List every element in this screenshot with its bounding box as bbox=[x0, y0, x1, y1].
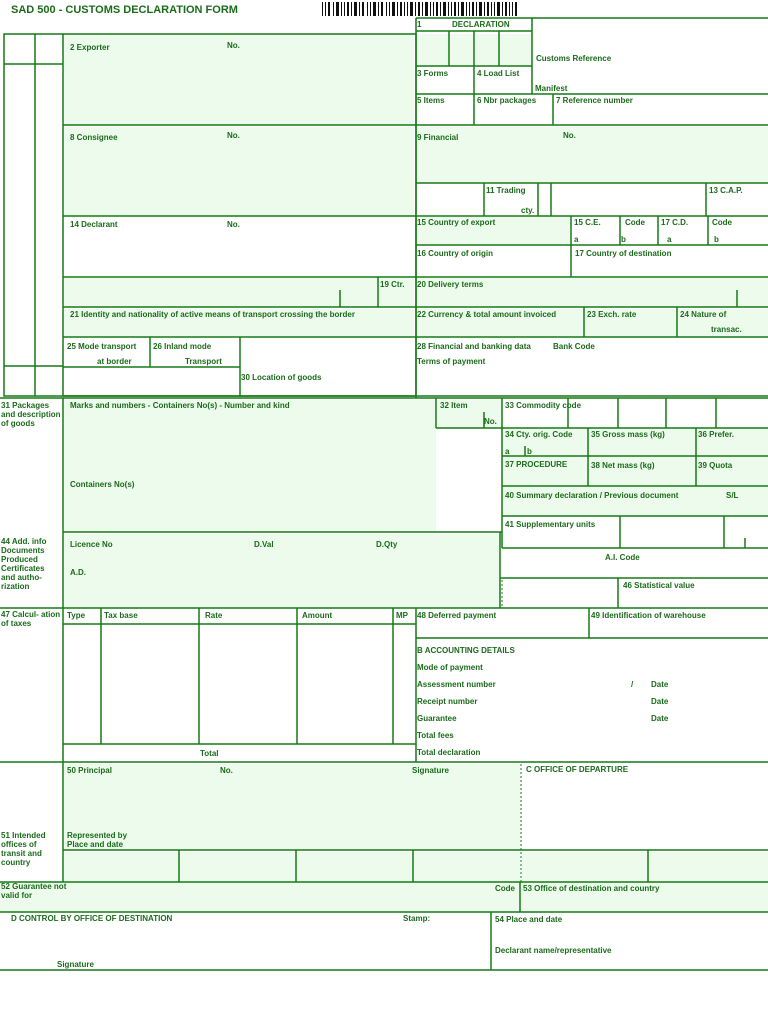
stamp-label: Stamp: bbox=[403, 914, 431, 923]
declarant-label: 14 Declarant bbox=[70, 220, 118, 229]
form-title: SAD 500 - CUSTOMS DECLARATION FORM bbox=[11, 4, 238, 16]
country-export-label: 15 Country of export bbox=[417, 218, 496, 227]
tax-rate-header: Rate bbox=[205, 611, 223, 620]
financial-banking-label: 28 Financial and banking data bbox=[417, 342, 531, 351]
total-fees-label: Total fees bbox=[417, 731, 454, 740]
place-date-label-1: Place and date bbox=[67, 840, 124, 849]
transport-identity-label: 21 Identity and nationality of active means of transport crossing the border bbox=[70, 310, 355, 319]
cd-a-label: a bbox=[667, 235, 672, 244]
exporter-no-label: No. bbox=[227, 41, 240, 50]
principal-no-label: No. bbox=[220, 766, 233, 775]
forms-label: 3 Forms bbox=[417, 69, 449, 78]
trading-cty-label: cty. bbox=[521, 206, 535, 215]
guarantee-not-valid-label: 52 Guarantee not valid for bbox=[1, 882, 67, 900]
item-no-label: No. bbox=[484, 417, 497, 426]
summary-declaration-label: 40 Summary declaration / Previous document bbox=[505, 491, 679, 500]
mode-transport-label: 25 Mode transport bbox=[67, 342, 137, 351]
quota-label: 39 Quota bbox=[698, 461, 733, 470]
intended-offices-label: 51 Intended offices of transit and country bbox=[1, 831, 46, 867]
ce-a-label: a bbox=[574, 235, 579, 244]
financial-label: 9 Financial bbox=[417, 133, 459, 142]
transac-label: transac. bbox=[711, 325, 742, 334]
currency-amount-label: 22 Currency & total amount invoiced bbox=[417, 310, 557, 319]
at-border-label: at border bbox=[97, 357, 132, 366]
declarant-no-label: No. bbox=[227, 220, 240, 229]
tax-base-header: Tax base bbox=[104, 611, 138, 620]
orig-b-label: b bbox=[527, 447, 532, 456]
total-declaration-label: Total declaration bbox=[417, 748, 481, 757]
inland-transport-label: Transport bbox=[185, 357, 222, 366]
box1-number: 1 bbox=[417, 20, 422, 29]
tax-total-label: Total bbox=[200, 749, 219, 758]
declaration-label: DECLARATION bbox=[452, 20, 510, 29]
ad-label: A.D. bbox=[70, 568, 86, 577]
cd-label: 17 C.D. bbox=[661, 218, 689, 227]
licence-no-label: Licence No bbox=[70, 540, 113, 549]
control-destination-label: D CONTROL BY OFFICE OF DESTINATION bbox=[11, 914, 173, 923]
consignee-no-label: No. bbox=[227, 131, 240, 140]
add-info-label: 44 Add. info Documents Produced Certificates and autho- rization bbox=[1, 537, 47, 591]
item-label: 32 Item bbox=[440, 401, 468, 410]
cap-label: 13 C.A.P. bbox=[709, 186, 743, 195]
guarantee-date-label: Date bbox=[651, 714, 669, 723]
mode-payment-label: Mode of payment bbox=[417, 663, 483, 672]
assessment-number-label: Assessment number bbox=[417, 680, 496, 689]
principal-label: 50 Principal bbox=[67, 766, 112, 775]
office-destination-label: 53 Office of destination and country bbox=[523, 884, 660, 893]
delivery-terms-label: 20 Delivery terms bbox=[417, 280, 484, 289]
reference-number-label: 7 Reference number bbox=[556, 96, 633, 105]
bank-code-label: Bank Code bbox=[553, 342, 595, 351]
sl-label: S/L bbox=[726, 491, 739, 500]
nbr-packages-label: 6 Nbr packages bbox=[477, 96, 537, 105]
orig-a-label: a bbox=[505, 447, 510, 456]
office-departure-label: C OFFICE OF DEPARTURE bbox=[526, 765, 629, 774]
tax-mp-header: MP bbox=[396, 611, 408, 620]
exch-rate-label: 23 Exch. rate bbox=[587, 310, 637, 319]
packages-description-label: 31 Packages and description of goods bbox=[1, 401, 61, 428]
net-mass-label: 38 Net mass (kg) bbox=[591, 461, 655, 470]
tax-amount-header: Amount bbox=[302, 611, 333, 620]
ce-b-label: b bbox=[621, 235, 626, 244]
procedure-label: 37 PROCEDURE bbox=[505, 460, 568, 469]
dqty-label: D.Qty bbox=[376, 540, 398, 549]
gross-mass-label: 35 Gross mass (kg) bbox=[591, 430, 665, 439]
items-label: 5 Items bbox=[417, 96, 445, 105]
country-destination-label: 17 Country of destination bbox=[575, 249, 672, 258]
containers-nos-label: Containers No(s) bbox=[70, 480, 135, 489]
ce-code-label: Code bbox=[625, 218, 645, 227]
deferred-payment-label: 48 Deferred payment bbox=[417, 611, 497, 620]
terms-payment-label: Terms of payment bbox=[417, 357, 486, 366]
statistical-value-label: 46 Statistical value bbox=[623, 581, 695, 590]
assessment-date-label: Date bbox=[651, 680, 669, 689]
calc-taxes-label: 47 Calcul- ation of taxes bbox=[1, 610, 61, 628]
control-signature-label: Signature bbox=[57, 960, 94, 969]
country-origin-label: 16 Country of origin bbox=[417, 249, 493, 258]
manifest-label: Manifest bbox=[535, 84, 568, 93]
exporter-label: 2 Exporter bbox=[70, 43, 110, 52]
location-goods-label: 30 Location of goods bbox=[241, 373, 322, 382]
guarantee-label: Guarantee bbox=[417, 714, 457, 723]
cd-code-label: Code bbox=[712, 218, 732, 227]
tax-type-header: Type bbox=[67, 611, 86, 620]
ce-label: 15 C.E. bbox=[574, 218, 601, 227]
nature-of-label: 24 Nature of bbox=[680, 310, 727, 319]
assessment-slash: / bbox=[631, 680, 634, 689]
load-list-label: 4 Load List bbox=[477, 69, 520, 78]
declarant-representative-label: Declarant name/representative bbox=[495, 946, 612, 955]
supplementary-units-label: 41 Supplementary units bbox=[505, 520, 596, 529]
consignee-label: 8 Consignee bbox=[70, 133, 118, 142]
principal-signature-label: Signature bbox=[412, 766, 449, 775]
place-date-label-2: 54 Place and date bbox=[495, 915, 563, 924]
represented-by-label: Represented by bbox=[67, 831, 128, 840]
trading-label: 11 Trading bbox=[486, 186, 526, 195]
receipt-number-label: Receipt number bbox=[417, 697, 478, 706]
prefer-label: 36 Prefer. bbox=[698, 430, 735, 439]
accounting-details-label: B ACCOUNTING DETAILS bbox=[417, 646, 515, 655]
cd-b-label: b bbox=[714, 235, 719, 244]
destination-code-label: Code bbox=[495, 884, 515, 893]
customs-reference-label: Customs Reference bbox=[536, 54, 612, 63]
cty-orig-code-label: 34 Cty. orig. Code bbox=[505, 430, 573, 439]
inland-mode-label: 26 Inland mode bbox=[153, 342, 212, 351]
receipt-date-label: Date bbox=[651, 697, 669, 706]
commodity-code-label: 33 Commodity code bbox=[505, 401, 582, 410]
warehouse-id-label: 49 Identification of warehouse bbox=[591, 611, 706, 620]
marks-numbers-label: Marks and numbers - Containers No(s) - Number and kind bbox=[70, 401, 290, 410]
financial-no-label: No. bbox=[563, 131, 576, 140]
dval-label: D.Val bbox=[254, 540, 274, 549]
ctr-label: 19 Ctr. bbox=[380, 280, 405, 289]
ai-code-label: A.I. Code bbox=[605, 553, 640, 562]
